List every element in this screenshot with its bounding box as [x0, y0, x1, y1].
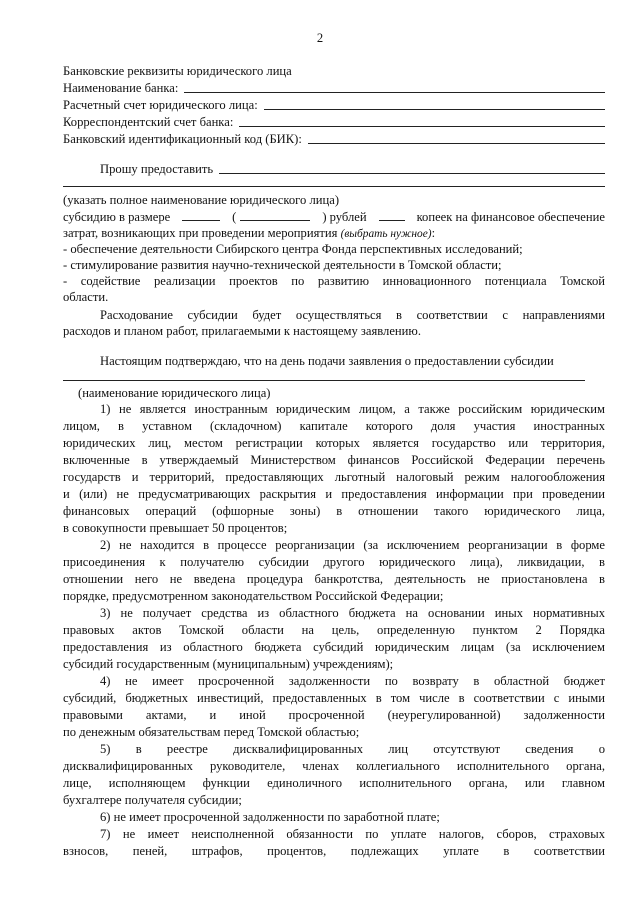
- confirm-hint: (наименование юридического лица): [78, 386, 271, 400]
- request-hint: (указать полное наименование юридического лица): [63, 193, 340, 207]
- bank-name-field: Наименование банка:: [63, 80, 605, 96]
- settlement-account-field: Расчетный счет юридического лица:: [63, 97, 605, 113]
- item-5-line-4: бухгалтере получателя субсидии;: [63, 793, 242, 807]
- amount-words-blank: [240, 209, 310, 221]
- spending-line-2: расходов и планом работ, прилагаемыми к настоящему заявлению.: [63, 324, 421, 338]
- item-1-line-7: финансовых операций (офшорные зоны) в отношении такого юридического лица,: [63, 504, 605, 518]
- item-3-line-4: субсидий государственным (муниципальным) учреждениям);: [63, 657, 394, 671]
- confirm-lead: Настоящим подтверждаю, что на день подачи заявления о предоставлении субсидии: [100, 354, 554, 368]
- purpose-line: затрат, возникающих при проведении мероприятия (выбрать нужное):: [63, 226, 436, 240]
- item-4-line-3: правовыми актами, и иной просроченной (неурегулированной) задолженности: [63, 708, 605, 722]
- kopecks-blank: [379, 209, 405, 221]
- item-4-line-4: по денежным обязательствам перед Томской областью;: [63, 725, 360, 739]
- item-1-line-4: включенные в утверждаемый Министерством финансов Российской Федерации перечень: [63, 453, 605, 467]
- option-2: - стимулирование развития научно-технической деятельности в Томской области;: [63, 258, 502, 272]
- request-name-line: [63, 186, 605, 187]
- item-1-line-2: лицом, в уставном (складочном) капитале которого доля участия иностранных: [63, 419, 605, 433]
- item-5-line-3: лице, исполняющем функции единоличного исполнительного органа, или главном: [63, 776, 605, 790]
- request-lead-line: [219, 173, 605, 174]
- item-1-line-1: 1) не является иностранным юридическим лицом, а также российским юридическим: [100, 402, 605, 416]
- correspondent-account-line: [239, 126, 605, 127]
- bank-name-line: [184, 92, 605, 93]
- request-lead-field: Прошу предоставить: [100, 161, 605, 177]
- item-3-line-2: правовых актов Томской области на цель, определенную пунктом 2 Порядка: [63, 623, 605, 637]
- bik-field: Банковский идентификационный код (БИК):: [63, 131, 605, 147]
- item-4-line-2: субсидий, бюджетных инвестиций, предоставленных в том числе в соответствии с иными: [63, 691, 605, 705]
- option-1: - обеспечение деятельности Сибирского центра Фонда перспективных исследований;: [63, 242, 523, 256]
- requisites-heading: Банковские реквизиты юридического лица: [63, 64, 292, 78]
- item-1-line-8: в совокупности превышает 50 процентов;: [63, 521, 288, 535]
- item-3-line-3: предоставления из областного бюджета субсидий юридическим лицам (за исключением: [63, 640, 605, 654]
- item-5-line-1: 5) в реестре дисквалифицированных лиц отсутствуют сведения о: [100, 742, 605, 756]
- confirm-name-line: [63, 380, 585, 381]
- purpose-note: (выбрать нужное): [340, 228, 432, 240]
- correspondent-account-field: Корреспондентский счет банка:: [63, 114, 605, 130]
- item-1-line-6: и (или) не предусматривающих раскрытия и предоставления информации при проведении: [63, 487, 605, 501]
- item-2-line-3: отношении него не введена процедура банкротства, деятельность не приостановлена в: [63, 572, 605, 586]
- item-6-line-1: 6) не имеет просроченной задолженности по заработной плате;: [100, 810, 440, 824]
- spending-line-1: Расходование субсидии будет осуществляться в соответствии с направлениями: [100, 308, 605, 322]
- item-3-line-1: 3) не получает средства из областного бюджета на основании иных нормативных: [100, 606, 605, 620]
- item-7-line-1: 7) не имеет неисполненной обязанности по уплате налогов, сборов, страховых: [100, 827, 605, 841]
- item-2-line-4: порядке, предусмотренном законодательством Российской Федерации;: [63, 589, 444, 603]
- bik-line: [308, 143, 605, 144]
- item-2-line-2: присоединения к получателю субсидии другого юридического лица), ликвидации, в: [63, 555, 605, 569]
- option-3-cont: области.: [63, 290, 109, 304]
- item-1-line-5: государств и территорий, предоставляющих льготный налоговый режим налогообложения: [63, 470, 605, 484]
- option-3: - содействие реализации проектов по развитию инновационного потенциала Томской: [63, 274, 605, 288]
- subsidy-amount-line: субсидию в размере ( ) рублей копеек на финансовое обеспечение: [63, 210, 605, 224]
- item-1-line-3: юридических лиц, местом регистрации которых является государство или территория,: [63, 436, 605, 450]
- settlement-account-line: [264, 109, 605, 110]
- item-2-line-1: 2) не находится в процессе реорганизации (за исключением реорганизации в форме: [100, 538, 605, 552]
- item-7-line-2: взносов, пеней, штрафов, процентов, подлежащих уплате в соответствии: [63, 844, 605, 858]
- amount-blank: [182, 209, 220, 221]
- item-5-line-2: дисквалифицированных руководителе, членах коллегиального исполнительного органа,: [63, 759, 605, 773]
- item-4-line-1: 4) не имеет просроченной задолженности по возврату в областной бюджет: [100, 674, 605, 688]
- page-number: 2: [316, 31, 324, 45]
